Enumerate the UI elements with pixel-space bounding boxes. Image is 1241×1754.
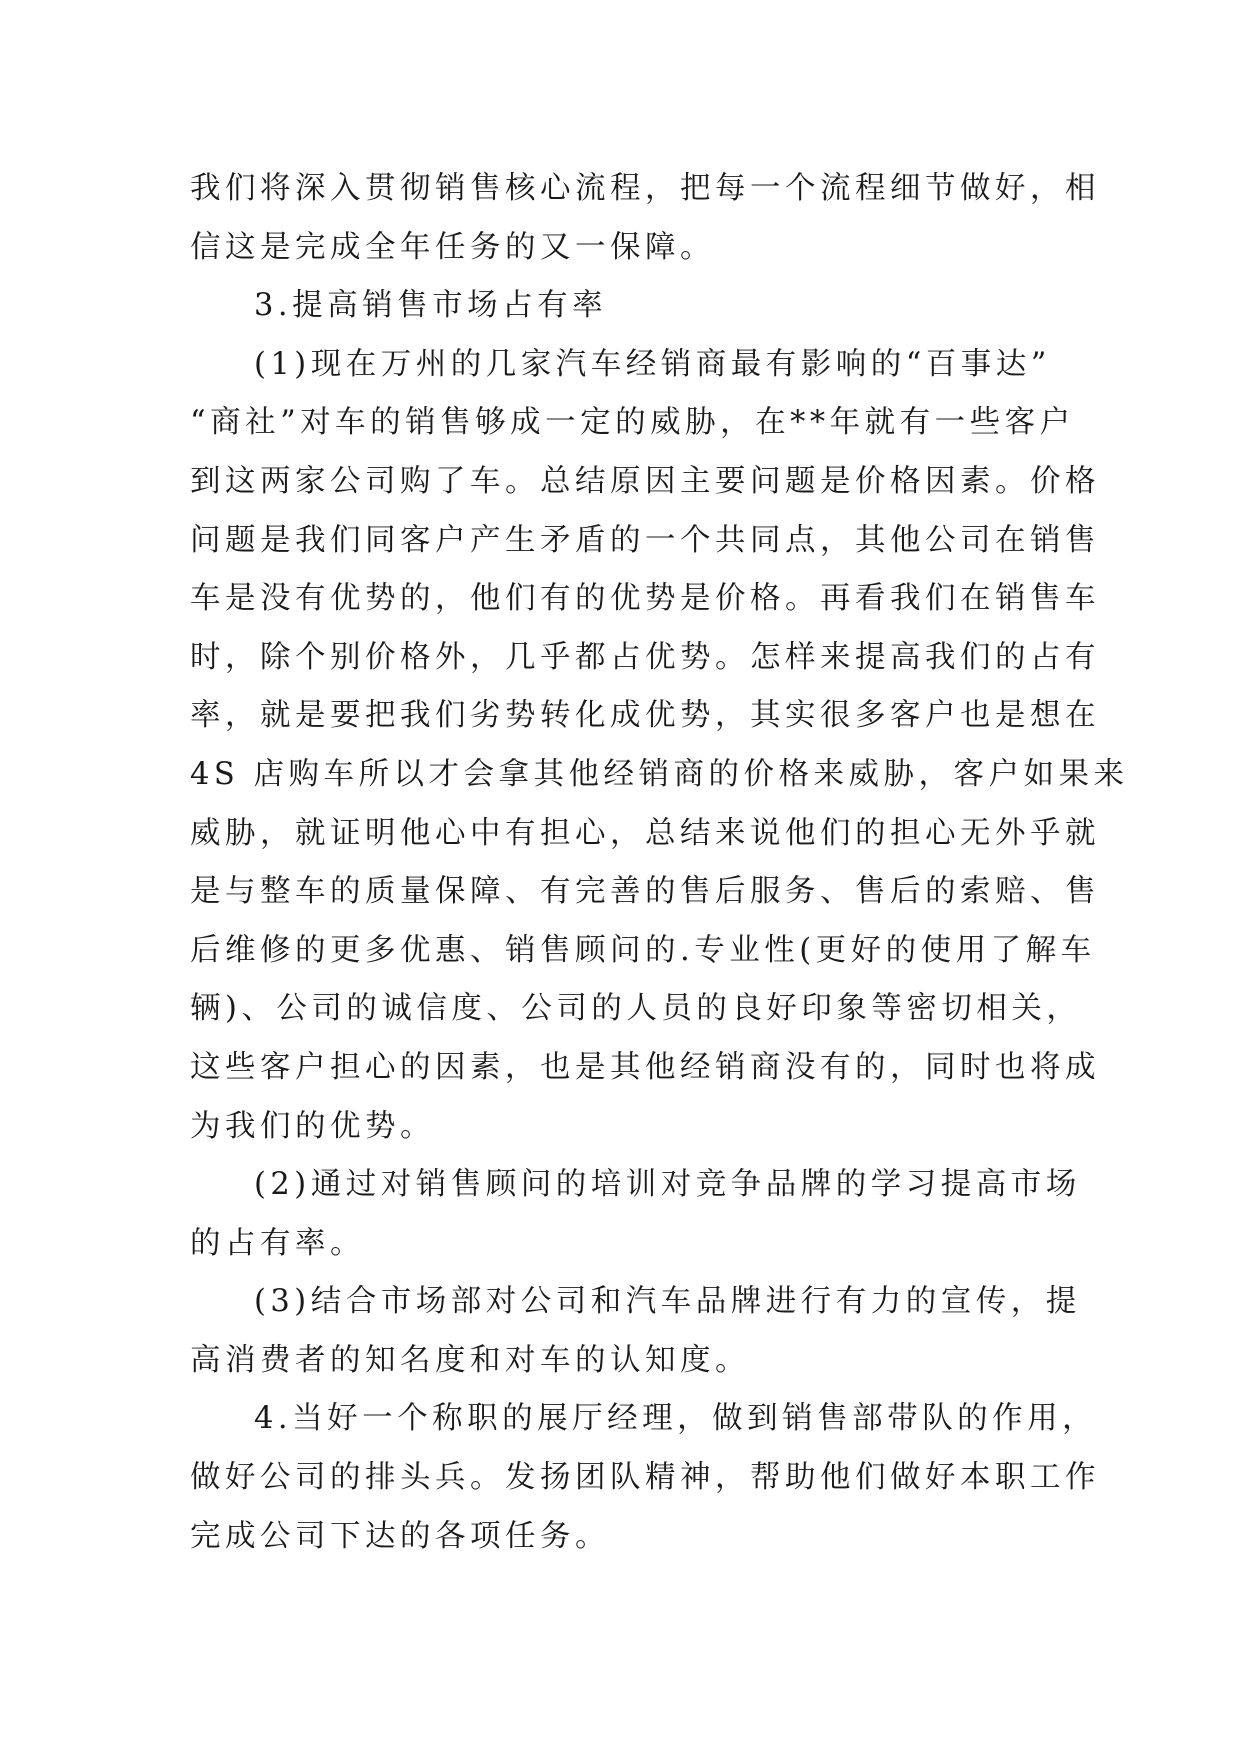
text-line: 率，就是要把我们劣势转化成优势，其实很多客户也是想在 xyxy=(190,698,1100,734)
text-line: 做好公司的排头兵。发扬团队精神，帮助他们做好本职工作 xyxy=(190,1460,1100,1496)
text-line: 的占有率。 xyxy=(190,1225,365,1261)
text-line: 完成公司下达的各项任务。 xyxy=(190,1518,610,1554)
text-line: (1)现在万州的几家汽车经销商最有影响的“百事达” xyxy=(254,346,1051,382)
text-line: 高消费者的知名度和对车的认知度。 xyxy=(190,1342,750,1378)
text-line: 是与整车的质量保障、有完善的售后服务、售后的索赔、售 xyxy=(190,874,1100,910)
text-line: 这些客户担心的因素，也是其他经销商没有的，同时也将成 xyxy=(190,1049,1100,1085)
text-line: (3)结合市场部对公司和汽车品牌进行有力的宣传，提 xyxy=(254,1284,1081,1320)
section-heading: 4.当好一个称职的展厅经理，做到销售部带队的作用， xyxy=(254,1401,1098,1437)
text-line: 车是没有优势的，他们有的优势是价格。再看我们在销售车 xyxy=(190,581,1100,617)
document-body xyxy=(190,160,1129,1566)
text-line: 为我们的优势。 xyxy=(190,1108,435,1144)
text-line: 问题是我们同客户产生矛盾的一个共同点，其他公司在销售 xyxy=(190,522,1100,558)
text-line: 到这两家公司购了车。总结原因主要问题是价格因素。价格 xyxy=(190,463,1100,499)
text-line: “商社”对车的销售够成一定的威胁，在**年就有一些客户 xyxy=(190,405,1075,441)
text-line: 时，除个别价格外，几乎都占优势。怎样来提高我们的占有 xyxy=(190,639,1100,675)
section-heading: 3.提高销售市场占有率 xyxy=(254,288,608,324)
text-line: 后维修的更多优惠、销售顾问的.专业性(更好的使用了解车 xyxy=(190,932,1096,968)
text-line: 辆)、公司的诚信度、公司的人员的良好印象等密切相关， xyxy=(190,991,1082,1027)
text-line: 威胁，就证明他心中有担心，总结来说他们的担心无外乎就 xyxy=(190,815,1100,851)
text-line: (2)通过对销售顾问的培训对竞争品牌的学习提高市场 xyxy=(254,1167,1081,1203)
text-line: 4S 店购车所以才会拿其他经销商的价格来威胁，客户如果来 xyxy=(190,756,1129,792)
text-line: 我们将深入贯彻销售核心流程，把每一个流程细节做好，相 xyxy=(190,171,1100,206)
text-line: 信这是完成全年任务的又一保障。 xyxy=(190,229,715,265)
